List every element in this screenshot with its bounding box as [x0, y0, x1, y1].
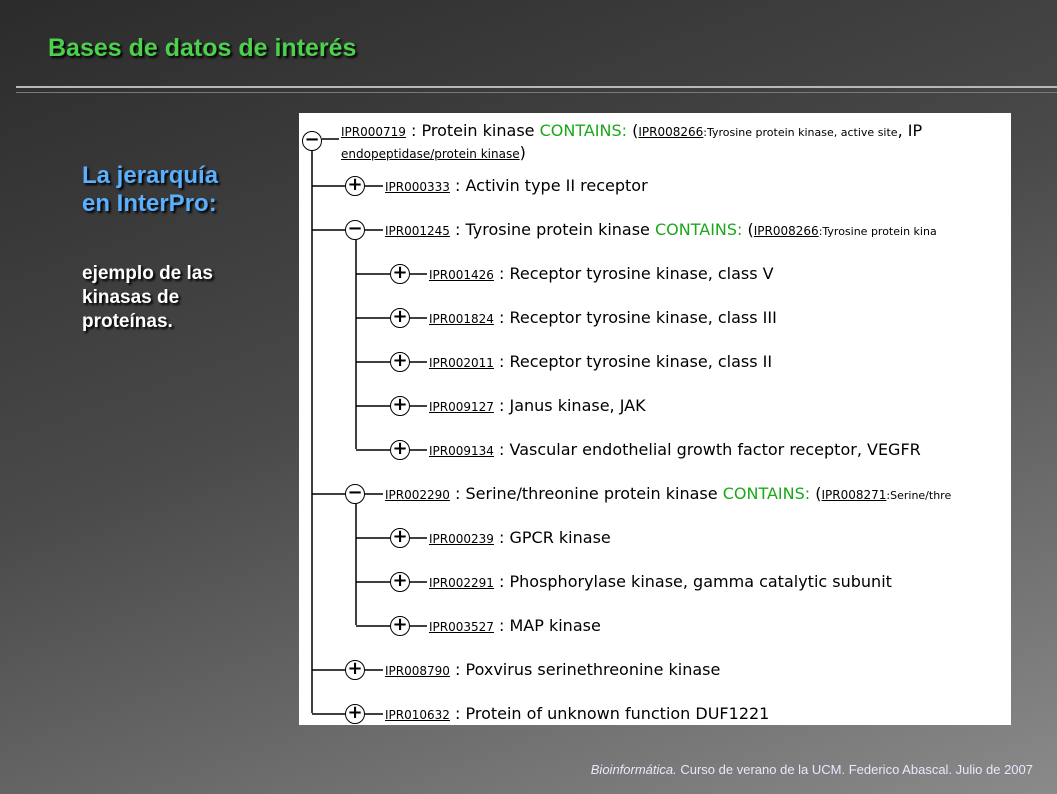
title-divider — [16, 86, 1057, 93]
slide-footer — [591, 762, 1033, 777]
node-name: : Poxvirus serinethreonine kinase — [449, 660, 721, 679]
tree-node — [385, 220, 937, 242]
collapse-toggle-ipr000719[interactable]: − — [302, 131, 322, 151]
tree-node — [385, 660, 720, 681]
ipr-link[interactable]: IPR001824 — [429, 312, 494, 326]
node-name: : Protein kinase — [405, 121, 540, 140]
expand-toggle-ipr000333[interactable]: + — [345, 176, 365, 196]
node-name: : Protein of unknown function DUF1221 — [449, 704, 770, 723]
node-name: : Receptor tyrosine kinase, class III — [493, 308, 777, 327]
collapse-toggle-ipr002290[interactable]: − — [345, 484, 365, 504]
ipr-link[interactable]: IPR003527 — [429, 620, 494, 634]
expand-toggle-ipr009127[interactable]: + — [390, 396, 410, 416]
tree-node — [429, 572, 892, 593]
ipr-link[interactable]: IPR008266 — [753, 224, 819, 238]
node-name: : Serine/threonine protein kinase — [449, 484, 723, 503]
expand-toggle-ipr000239[interactable]: + — [390, 528, 410, 548]
side-text-line: proteínas. — [82, 311, 173, 332]
side-heading-line: en InterPro: — [82, 190, 217, 217]
ipr-link[interactable]: IPR009127 — [429, 400, 494, 414]
tree-node-root — [341, 121, 922, 143]
node-name: : Receptor tyrosine kinase, class V — [493, 264, 774, 283]
ipr-link[interactable]: IPR002011 — [429, 356, 494, 370]
ipr-link[interactable]: IPR000333 — [385, 180, 450, 194]
tree-node — [385, 704, 769, 725]
tree-node — [429, 396, 646, 417]
paren: ) — [519, 143, 526, 162]
tree-node — [385, 176, 648, 197]
node-name: : GPCR kinase — [493, 528, 611, 547]
side-description — [82, 262, 213, 334]
node-name: : Vascular endothelial growth factor receptor, VEGFR — [493, 440, 921, 459]
ipr-link[interactable]: IPR008790 — [385, 664, 450, 678]
tree-node — [429, 352, 772, 373]
node-name: : MAP kinase — [493, 616, 601, 635]
ipr-link[interactable]: IPR010632 — [385, 708, 450, 722]
node-name: : Tyrosine protein kinase — [449, 220, 655, 239]
tree-node — [429, 308, 777, 329]
contained-name: :Serine/thre — [886, 489, 952, 502]
contains-label: CONTAINS: — [722, 484, 811, 503]
more-text: , IP — [897, 121, 923, 140]
expand-toggle-ipr010632[interactable]: + — [345, 704, 365, 724]
expand-toggle-ipr008790[interactable]: + — [345, 660, 365, 680]
side-heading — [82, 162, 218, 218]
expand-toggle-ipr001426[interactable]: + — [390, 264, 410, 284]
ipr-link[interactable]: IPR002290 — [385, 488, 450, 502]
contained-name: :Tyrosine protein kinase, active site — [703, 126, 898, 139]
ipr-link[interactable]: IPR000719 — [341, 125, 406, 139]
ipr-link[interactable]: IPR000239 — [429, 532, 494, 546]
slide-title: Bases de datos de interés — [48, 34, 357, 62]
contains-label: CONTAINS: — [539, 121, 628, 140]
tree-node — [429, 616, 601, 637]
collapse-toggle-ipr001245[interactable]: − — [345, 220, 365, 240]
tree-node-root-continuation — [341, 143, 526, 164]
node-name: : Phosphorylase kinase, gamma catalytic subunit — [493, 572, 892, 591]
tree-node — [429, 528, 611, 549]
expand-toggle-ipr002291[interactable]: + — [390, 572, 410, 592]
footer-text: Curso de verano de la UCM. Federico Abascal. Julio de 2007 — [676, 762, 1033, 777]
ipr-link[interactable]: IPR008266 — [638, 125, 704, 139]
paren: ( — [742, 220, 754, 239]
side-text-line: ejemplo de las — [82, 263, 213, 284]
expand-toggle-ipr001824[interactable]: + — [390, 308, 410, 328]
ipr-link[interactable]: IPR001426 — [429, 268, 494, 282]
contained-name: :Tyrosine protein kina — [818, 225, 937, 238]
expand-toggle-ipr009134[interactable]: + — [390, 440, 410, 460]
expand-toggle-ipr002011[interactable]: + — [390, 352, 410, 372]
side-text-line: kinasas de — [82, 287, 180, 308]
paren: ( — [627, 121, 639, 140]
node-name: : Janus kinase, JAK — [493, 396, 646, 415]
paren: ( — [810, 484, 822, 503]
interpro-tree-panel — [299, 113, 1011, 725]
ipr-link[interactable]: IPR009134 — [429, 444, 494, 458]
tree-node — [385, 484, 951, 506]
tree-node — [429, 264, 774, 285]
node-name: : Activin type II receptor — [449, 176, 648, 195]
node-name: : Receptor tyrosine kinase, class II — [493, 352, 773, 371]
side-heading-line: La jerarquía — [82, 162, 219, 189]
ipr-link[interactable]: IPR001245 — [385, 224, 450, 238]
tree-node — [429, 440, 921, 461]
footer-italic: Bioinformática. — [590, 762, 677, 777]
expand-toggle-ipr003527[interactable]: + — [390, 616, 410, 636]
ipr-link[interactable]: endopeptidase/protein kinase — [341, 147, 520, 161]
ipr-link[interactable]: IPR002291 — [429, 576, 494, 590]
contains-label: CONTAINS: — [654, 220, 743, 239]
ipr-link[interactable]: IPR008271 — [821, 488, 887, 502]
